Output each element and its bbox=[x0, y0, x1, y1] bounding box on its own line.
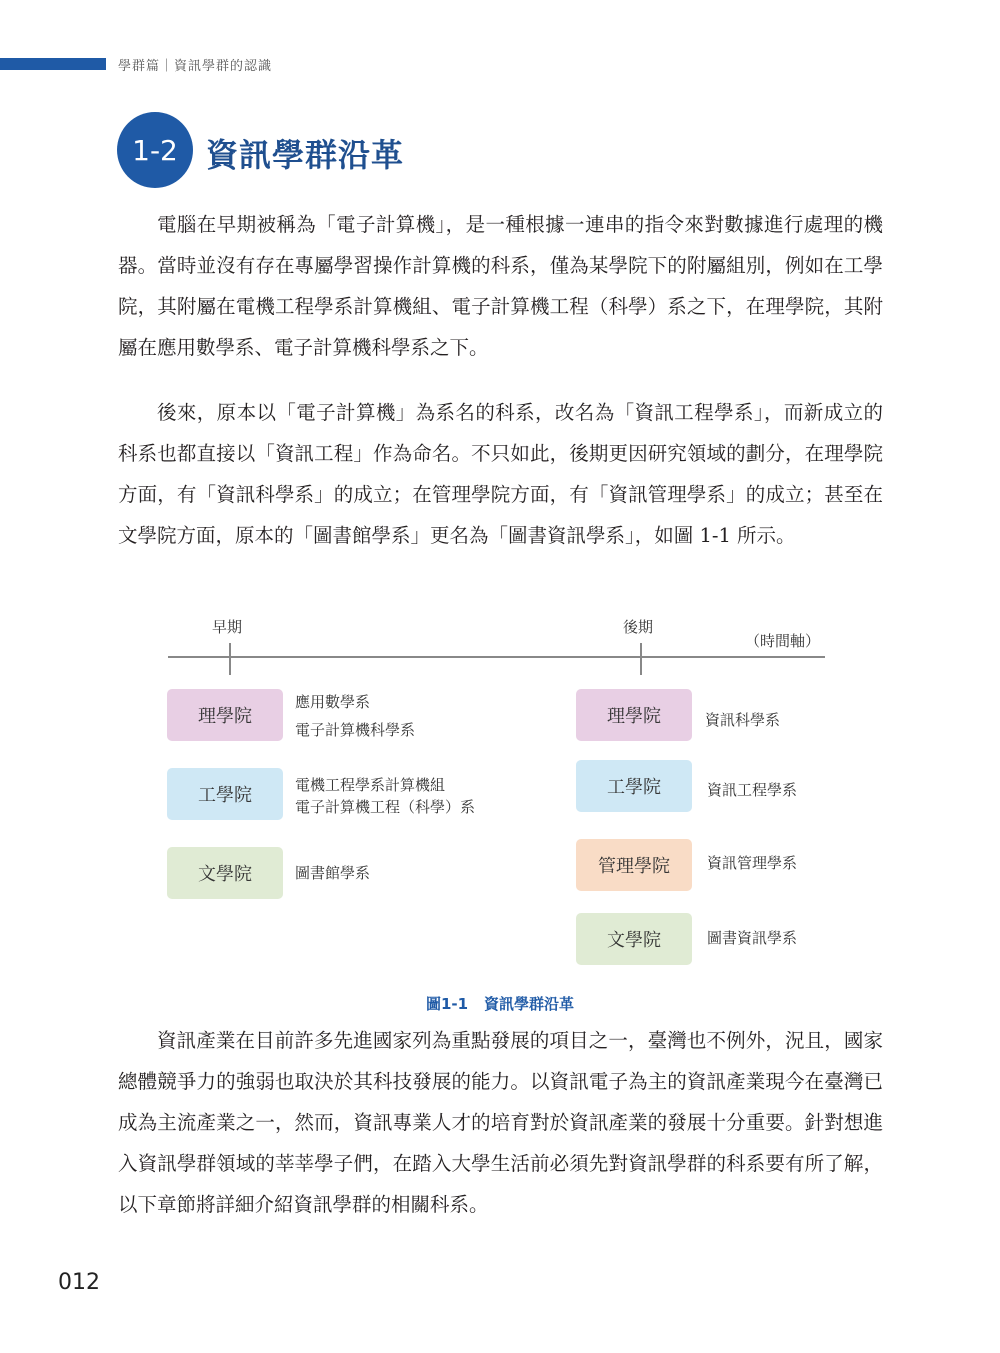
late-tick bbox=[640, 643, 642, 675]
late-science-dept-1: 資訊科學系 bbox=[705, 711, 781, 729]
late-management-college: 管理學院 bbox=[576, 839, 692, 891]
paragraph-3: 資訊產業在目前許多先進國家列為重點發展的項目之一，臺灣也不例外，況且，國家總體競爭力的強弱也取決於其科技發展的能力。以資訊電子為主的資訊產業現今在臺灣已成為主流產業之一，然而，資訊專業人才的培育對於資訊產業的發展十分重要。針對想進入資訊學群領域的莘莘學子們，在踏入大學生活前必須先對資訊學群的科系要有所了解，以下章節將詳細介紹資訊學群的相關科系。 bbox=[118, 1029, 883, 1216]
late-engineering-college: 工學院 bbox=[576, 760, 692, 812]
early-literature-dept-1: 圖書館學系 bbox=[295, 864, 371, 882]
figure-caption-title: 資訊學群沿革 bbox=[484, 995, 575, 1013]
late-literature-dept-1: 圖書資訊學系 bbox=[707, 929, 798, 947]
late-label: 後期 bbox=[623, 618, 654, 636]
section-title: 資訊學群沿革 bbox=[206, 136, 405, 174]
late-science-college: 理學院 bbox=[576, 689, 692, 741]
early-tick bbox=[229, 643, 231, 675]
page-number: 012 bbox=[58, 1270, 100, 1295]
header-accent-bar bbox=[0, 58, 106, 70]
running-header: 學群篇｜資訊學群的認識 bbox=[118, 59, 273, 74]
section-number-badge: 1-2 bbox=[117, 112, 193, 188]
early-science-college: 理學院 bbox=[167, 689, 283, 741]
late-engineering-dept-1: 資訊工程學系 bbox=[707, 781, 798, 799]
early-engineering-dept-1: 電機工程學系計算機組 bbox=[295, 776, 446, 794]
early-engineering-college: 工學院 bbox=[167, 768, 283, 820]
timeline-axis bbox=[168, 656, 825, 658]
early-literature-college: 文學院 bbox=[167, 847, 283, 899]
paragraph-2: 後來，原本以「電子計算機」為系名的科系，改名為「資訊工程學系」，而新成立的科系也都直接以「資訊工程」作為命名。不只如此，後期更因研究領域的劃分，在理學院方面，有「資訊科學系」的成立；在管理學院方面，有「資訊管理學系」的成立；甚至在文學院方面，原本的「圖書館學系」更名為「圖書資訊學系」，如圖 1-1 所示。 bbox=[118, 401, 883, 547]
late-literature-college: 文學院 bbox=[576, 913, 692, 965]
early-label: 早期 bbox=[212, 618, 243, 636]
figure-diagram bbox=[160, 610, 840, 980]
figure-caption bbox=[0, 993, 1000, 1014]
late-management-dept-1: 資訊管理學系 bbox=[707, 854, 798, 872]
paragraph-1: 電腦在早期被稱為「電子計算機」，是一種根據一連串的指令來對數據進行處理的機器。當時並沒有存在專屬學習操作計算機的科系，僅為某學院下的附屬組別，例如在工學院，其附屬在電機工程學系計算機組、電子計算機工程（科學）系之下，在理學院，其附屬在應用數學系、電子計算機科學系之下。 bbox=[118, 213, 883, 359]
timeline-label: （時間軸） bbox=[745, 632, 821, 650]
early-science-dept-1: 應用數學系 bbox=[295, 693, 371, 711]
early-science-dept-2: 電子計算機科學系 bbox=[295, 721, 416, 739]
figure-caption-label: 圖1-1 bbox=[425, 995, 469, 1013]
early-engineering-dept-2: 電子計算機工程（科學）系 bbox=[295, 798, 476, 816]
